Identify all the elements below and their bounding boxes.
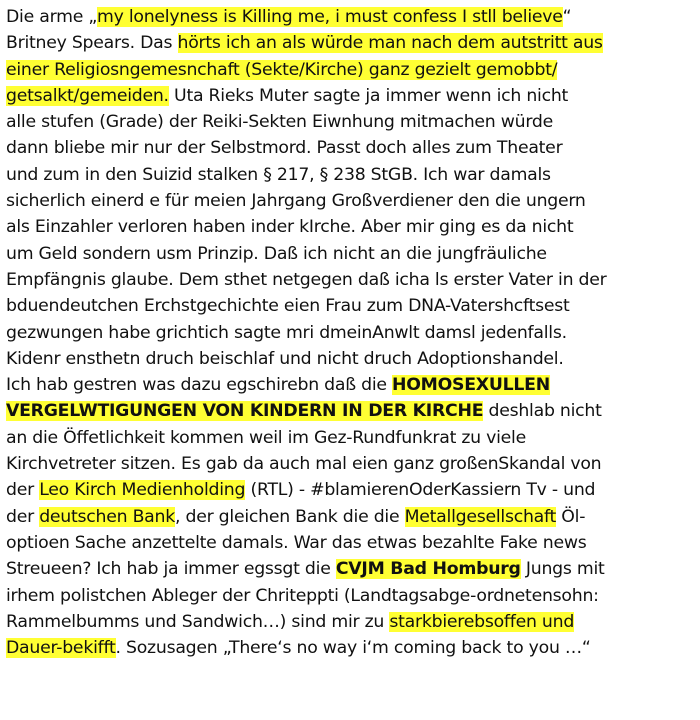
text-line — [6, 83, 695, 109]
text-segment: Öl- — [556, 506, 586, 527]
text-line — [6, 583, 695, 609]
text-line — [6, 609, 695, 635]
text-line — [6, 214, 695, 240]
text-segment: deshlab nicht — [483, 401, 602, 422]
text-segment: Ich hab gestren was dazu egschirebn daß die — [6, 375, 392, 396]
highlighted-text: Leo Kirch Medienholding — [39, 480, 246, 501]
text-line — [6, 451, 695, 477]
text-segment: und zum in den Suizid stalken § 217, § 238 StGB. Ich war damals — [6, 164, 551, 185]
highlighted-text: einer Religiosngemesnchaft (Sekte/Kirche) ganz gezielt gemobbt/ — [6, 59, 558, 80]
text-line — [6, 162, 695, 188]
text-line — [6, 346, 695, 372]
text-segment: Rammelbumms und Sandwich…) sind mir zu — [6, 611, 390, 632]
highlighted-text: starkbierebsoffen und — [389, 611, 575, 632]
text-segment: um Geld sondern usm Prinzip. Daß ich nicht an die jungfräuliche — [6, 243, 547, 264]
text-line — [6, 320, 695, 346]
text-segment: Uta Rieks Muter sagte ja immer wenn ich nicht — [168, 85, 569, 106]
text-line — [6, 57, 695, 83]
text-segment: an die Öffetlichkeit kommen weil im Gez-Rundfunkrat zu viele — [6, 427, 526, 448]
text-segment: optioen Sache anzettelte damals. War das etwas bezahlte Fake news — [6, 532, 587, 553]
highlighted-text: my lonelyness is Killing me, i must confess I stll believe — [97, 7, 563, 27]
highlighted-text: HOMOSEXULLEN — [392, 375, 550, 396]
text-segment: Kidenr ensthetn druch beischlaf und nicht druch Adoptionshandel. — [6, 348, 564, 369]
text-line — [6, 530, 695, 556]
text-line — [6, 635, 695, 661]
text-line — [6, 477, 695, 503]
highlighted-text: VERGELWTIGUNGEN VON KINDERN IN DER KIRCHE — [6, 401, 484, 422]
text-line — [6, 241, 695, 267]
text-segment: gezwungen habe grichtich sagte mri dmeinAnwlt damsl jedenfalls. — [6, 322, 567, 343]
text-segment: als Einzahler verloren haben inder kIrche. Aber mir ging es da nicht — [6, 217, 574, 238]
text-segment: Britney Spears. Das — [6, 33, 178, 54]
text-line — [6, 293, 695, 319]
text-segment: , der gleichen Bank die die — [174, 506, 405, 527]
text-segment: bduendeutchen Erchstgechichte eien Frau zum DNA-Vatershcftsest — [6, 296, 570, 317]
text-segment: . Sozusagen „There‘s no way i‘m coming back to you …“ — [115, 638, 591, 659]
highlighted-text: getsalkt/gemeiden. — [6, 85, 169, 106]
highlighted-text: Dauer-bekifft — [6, 638, 116, 659]
text-line — [6, 398, 695, 424]
text-segment: sicherlich einerd e für meien Jahrgang Großverdiener den die ungern — [6, 191, 586, 212]
text-line — [6, 556, 695, 582]
text-segment: Kirchvetreter sitzen. Es gab da auch mal eien ganz großenSkandal von — [6, 454, 602, 475]
text-line — [6, 425, 695, 451]
text-line — [6, 109, 695, 135]
highlighted-text: Metallgesellschaft — [404, 506, 557, 527]
text-line — [6, 30, 695, 56]
highlighted-text: hörts ich an als würde man nach dem autstritt aus — [177, 33, 603, 54]
text-line — [6, 135, 695, 161]
text-segment: der — [6, 480, 40, 501]
text-line — [6, 188, 695, 214]
text-segment: dann bliebe mir nur der Selbstmord. Passt doch alles zum Theater — [6, 138, 563, 159]
highlighted-text: deutschen Bank — [39, 506, 175, 527]
text-segment: alle stufen (Grade) der Reiki-Sekten Eiwnhung mitmachen würde — [6, 112, 553, 133]
text-segment: der — [6, 506, 40, 527]
text-segment: “ — [562, 7, 572, 27]
highlighted-text: CVJM Bad Homburg — [335, 559, 521, 580]
text-segment: (RTL) - #blamierenOderKassiern Tv - und — [245, 480, 596, 501]
text-segment: Jungs mit — [520, 559, 605, 580]
text-segment: irhem polistchen Ableger der Chritepрti (Landtagsabge-ordnetensohn: — [6, 585, 599, 606]
text-segment: Die arme „ — [6, 7, 98, 27]
text-line — [6, 372, 695, 398]
text-line — [6, 267, 695, 293]
text-segment: Streueen? Ich hab ja immer egssgt die — [6, 559, 336, 580]
text-segment: Empfängnis glaube. Dem sthet netgegen daß icha ls erster Vater in der — [6, 269, 607, 290]
text-line — [6, 504, 695, 530]
text-line — [6, 4, 695, 30]
